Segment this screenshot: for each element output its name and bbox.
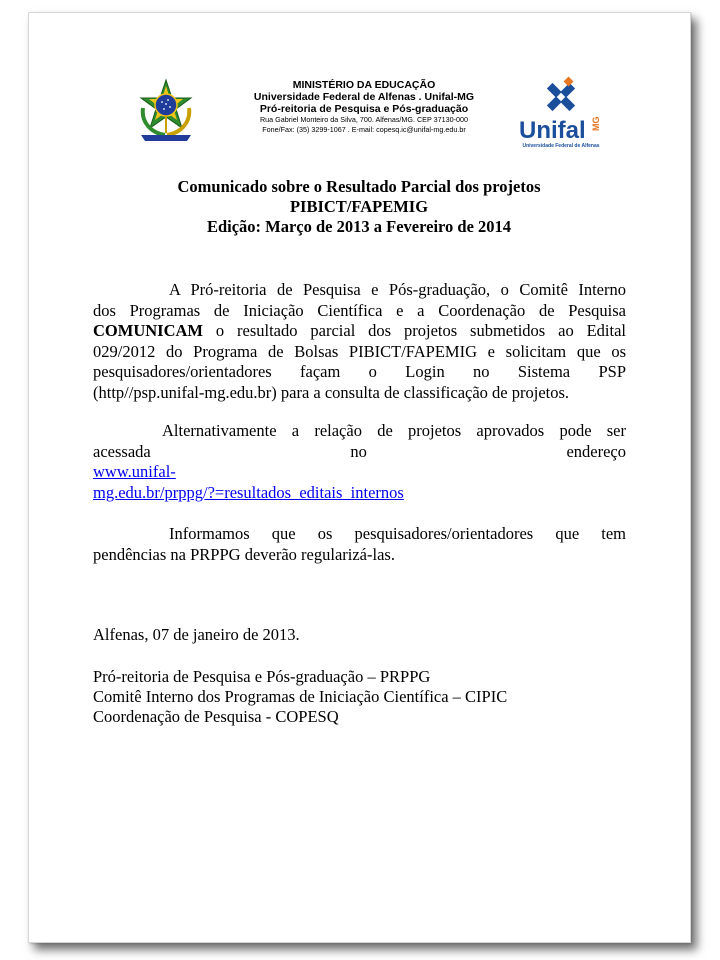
p2-line-1: Alternativamente a relação de projetos aprovados pode ser [162,421,626,440]
logo-wordmark: Unifal [519,117,586,144]
document-title [89,177,629,237]
p3-line-1: Informamos que os pesquisadores/orientadores que tem [169,524,626,543]
ministry-name: MINISTÉRIO DA EDUCAÇÃO [292,79,436,91]
date-line: Alfenas, 07 de janeiro de 2013. [93,625,300,644]
comunicam-emphasis: COMUNICAM [93,321,203,340]
p1-line-3: o resultado parcial dos projetos submetidos ao Edital [202,321,626,340]
p1-line-1: A Pró-reitoria de Pesquisa e Pós-graduação, o Comitê Interno [169,280,626,299]
office-name: Pró-reitoria de Pesquisa e Pós-graduação [259,103,469,115]
results-link-part-2[interactable]: mg.edu.br/prppg/?=resultados_editais_internos [93,482,404,502]
title-line-2: PIBICT/FAPEMIG [289,197,429,216]
p2-line-2: acessada no endereço [93,441,626,461]
p1-line-5: pesquisadores/orientadores façam o Login no Sistema PSP [93,362,626,381]
title-line-1: Comunicado sobre o Resultado Parcial dos projetos [177,177,541,196]
p1-line-2: dos Programas de Iniciação Científica e a Coordenação de Pesquisa [93,300,626,320]
results-link-part-1[interactable]: www.unifal- [93,462,176,481]
signature-block [93,667,633,727]
letterhead [219,79,509,135]
p1-line-6: (http//psp.unifal-mg.edu.br) para a consulta de classificação de projetos. [93,382,570,402]
p3-line-2: pendências na PRPPG deverão regularizá-las. [93,544,395,564]
brazil-coat-of-arms-icon [135,78,197,148]
university-name: Universidade Federal de Alfenas . Unifal-MG [253,91,475,103]
paragraph-pendencies [93,524,626,565]
paragraph-alternative [93,421,626,503]
logo-mg: MG [591,116,601,131]
paragraph-announcement [93,280,626,403]
p1-line-4: 029/2012 do Programa de Bolsas PIBICT/FAPEMIG e solicitam que os [93,341,626,361]
address: Rua Gabriel Monteiro da Silva, 700. Alfenas/MG. CEP 37130-000 [259,115,469,124]
document-page [28,12,691,943]
title-line-3: Edição: Março de 2013 a Fevereiro de 2014 [206,217,512,236]
signature-line-2: Comitê Interno dos Programas de Iniciação Científica – CIPIC [93,687,508,706]
logo-caption: Universidade Federal de Alfenas [522,143,600,149]
contact-info: Fone/Fax: (35) 3299-1067 . E-mail: copesq.ic@unifal-mg.edu.br [262,125,466,134]
signature-line-3: Coordenação de Pesquisa - COPESQ [93,707,339,726]
signature-line-1: Pró-reitoria de Pesquisa e Pós-graduação – PRPPG [93,667,431,686]
